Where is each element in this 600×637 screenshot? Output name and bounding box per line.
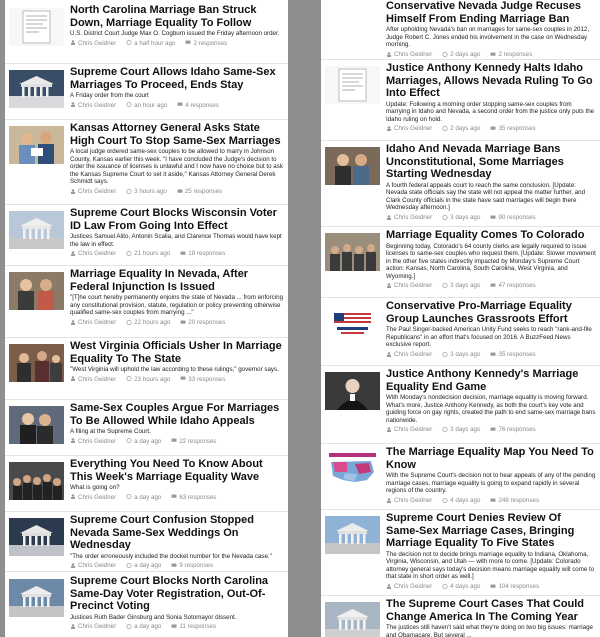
comment-icon [171, 563, 177, 568]
document-icon[interactable] [9, 8, 64, 46]
right-column [321, 0, 600, 637]
article-title[interactable]: Supreme Court Allows Idaho Same-Sex Marriages To Proceed, Ends Stay [70, 66, 276, 91]
article-meta [386, 282, 596, 289]
comment-icon [177, 102, 183, 107]
article-author[interactable]: Chris Geidner [78, 623, 117, 631]
article-summary: The justices still haven't said what they're doing on two big issues: marriage and Obamacare. But several ... [386, 624, 593, 637]
document-icon[interactable] [325, 66, 380, 104]
comment-icon [171, 438, 177, 443]
article-meta [386, 583, 596, 590]
article-meta [386, 51, 596, 58]
divider [321, 140, 600, 141]
article-title[interactable]: Conservative Nevada Judge Recuses Himself From Ending Marriage Ban [386, 0, 582, 25]
article-responses[interactable]: 35 responses [498, 350, 536, 358]
article-summary: The Paul Singer-backed American Unity Fund seeks to reach "rank-and-file Republicans" in an effort that's focused on 2016. A BuzzFeed News exclusive report. [386, 326, 592, 349]
portrait-icon[interactable] [325, 372, 380, 410]
divider [5, 455, 288, 456]
article-responses[interactable]: 47 responses [498, 282, 536, 290]
clock-icon [126, 563, 132, 568]
divider [321, 226, 600, 227]
article-summary: With Monday's nondecision decision, marriage equality is moving forward. What's more, Justice Anthony Kennedy, as both the court's key vote and guiding force on gay rights, created the path to end same-sex marriage bans nationwide. [386, 394, 596, 424]
author-icon [70, 189, 76, 194]
divider [5, 63, 288, 64]
couple-icon[interactable] [325, 147, 380, 185]
article-author[interactable]: Chris Geidner [394, 582, 433, 590]
article-title[interactable]: Supreme Court Denies Review Of Same-Sex Marriage Cases, Bringing Marriage Equality To Five States [386, 512, 575, 549]
article-meta [70, 319, 284, 326]
article-summary: A local judge ordered same-sex couples to be allowed to marry in Johnson County, Kansas earlier this week. "I have concluded the Judge's decision to order the issuance of licenses is unlawful and I now have no choice but to ask the Kansas Supreme Court to set it aside," Kansas Attorney General Derek Schmidt says. [70, 148, 283, 186]
author-icon [386, 126, 392, 131]
article-title[interactable]: West Virginia Officials Usher In Marriage Equality To The State [70, 340, 282, 365]
article-title[interactable]: Kansas Attorney General Asks State High Court To Stop Same-Sex Marriages [70, 122, 281, 147]
article-title[interactable]: The Supreme Court Cases That Could Change America In The Coming Year [386, 598, 585, 623]
article-summary: The decision not to decide brings marriage equality to Indiana, Oklahoma, Virginia, Wisconsin, and Utah — with more to come. [Update: Colorado attorney general says today's decision means marriage equality will come to that state in short order as well.] [386, 550, 595, 581]
comment-icon [177, 189, 183, 194]
article-responses[interactable]: 63 responses [179, 493, 217, 501]
article-responses[interactable]: 4 responses [185, 101, 219, 109]
comment-icon [180, 376, 186, 381]
clock-icon [126, 624, 132, 629]
author-icon [386, 52, 392, 57]
divider [5, 265, 288, 266]
article-time: a day ago [134, 562, 162, 570]
clock-icon [442, 352, 448, 357]
comment-icon [490, 584, 496, 589]
article-time: 3 days ago [450, 213, 481, 221]
clock-icon [126, 376, 132, 381]
article-author[interactable]: Chris Geidner [394, 426, 433, 434]
author-icon [70, 40, 76, 45]
article-summary: A filing at the Supreme Court. [70, 428, 151, 435]
author-icon [70, 494, 76, 499]
article-author[interactable]: Chris Geidner [78, 187, 117, 195]
article-responses[interactable]: 104 responses [498, 582, 540, 590]
court-icon[interactable] [325, 602, 380, 637]
crowd-icon[interactable] [325, 233, 380, 271]
article-author[interactable]: Chris Geidner [78, 562, 117, 570]
comment-icon [490, 126, 496, 131]
article-responses[interactable]: 33 responses [188, 375, 226, 383]
article-responses[interactable]: 248 responses [498, 496, 540, 504]
article-responses[interactable]: 90 responses [498, 213, 536, 221]
comment-icon [185, 40, 191, 45]
comment-icon [180, 320, 186, 325]
clock-icon [126, 40, 132, 45]
clock-icon [442, 126, 448, 131]
court-icon[interactable] [325, 516, 380, 554]
clock-icon [126, 251, 132, 256]
comment-icon [490, 52, 496, 57]
author-icon [70, 563, 76, 568]
article-title[interactable]: Same-Sex Couples Argue For Marriages To Be Allowed While Idaho Appeals [70, 402, 280, 427]
author-icon [386, 215, 392, 220]
article-responses[interactable]: 2 responses [498, 50, 533, 58]
court-icon[interactable] [9, 70, 64, 108]
article-author[interactable]: Chris Geidner [78, 250, 117, 258]
article-responses[interactable]: 2 responses [193, 39, 228, 47]
article-time: 3 days ago [450, 350, 481, 358]
comment-icon [490, 498, 496, 503]
comment-icon [171, 494, 177, 499]
article-responses[interactable]: 18 responses [188, 250, 226, 258]
article-time: 3 days ago [450, 282, 481, 290]
clock-icon [442, 283, 448, 288]
article-meta [70, 376, 284, 383]
article-summary: Update: Following a morning order stopping same-sex couples from marrying in Idaho and Nevada, a second order from the justice only puts the Idaho ruling on hold. [386, 100, 595, 123]
article-title[interactable]: Idaho And Nevada Marriage Bans Unconstitutional, Some Marriages Starting Wednesday [386, 143, 564, 180]
article-responses[interactable]: 22 responses [179, 437, 217, 445]
comment-icon [490, 427, 496, 432]
clock-icon [442, 584, 448, 589]
divider [5, 119, 288, 120]
article-author[interactable]: Chris Geidner [78, 437, 117, 445]
article-title[interactable]: Marriage Equality Comes To Colorado [386, 229, 585, 241]
article-time: a day ago [134, 623, 162, 631]
article-summary: What is going on? [70, 484, 120, 491]
crowd-icon[interactable] [9, 462, 64, 500]
article-meta [386, 497, 596, 504]
article-time: 4 days ago [450, 582, 481, 590]
court-icon[interactable] [9, 211, 64, 249]
article-author[interactable]: Chris Geidner [394, 125, 433, 133]
comment-icon [490, 352, 496, 357]
author-icon [386, 498, 392, 503]
article-title[interactable]: Everything You Need To Know About This Week's Marriage Equality Wave [70, 458, 263, 483]
author-icon [70, 438, 76, 443]
clock-icon [442, 498, 448, 503]
article-meta [70, 102, 284, 109]
comment-icon [180, 251, 186, 256]
article-responses[interactable]: 76 responses [498, 426, 536, 434]
article-responses[interactable]: 25 responses [184, 187, 223, 195]
article-summary: A Friday order from the court [70, 92, 149, 99]
article-meta [386, 214, 596, 221]
article-author[interactable]: Chris Geidner [78, 493, 117, 501]
article-time: 4 days ago [450, 496, 481, 504]
divider [5, 204, 288, 205]
article-title[interactable]: North Carolina Marriage Ban Struck Down, Marriage Equality To Follow [70, 4, 257, 29]
court-icon[interactable] [9, 518, 64, 556]
clock-icon [442, 52, 448, 57]
article-time: 3 hours ago [134, 187, 167, 195]
divider [321, 59, 600, 60]
article-author[interactable]: Chris Geidner [78, 101, 117, 109]
couple-icon[interactable] [9, 406, 64, 444]
divider [321, 509, 600, 510]
article-author[interactable]: Chris Geidner [394, 282, 433, 290]
article-summary: Justices Samuel Alito, Antonin Scalia, and Clarence Thomas would have kept the law in effect. [70, 233, 282, 248]
author-icon [70, 376, 76, 381]
article-time: 22 hours ago [134, 318, 171, 326]
article-meta [70, 188, 284, 195]
article-summary: "The order erroneously included the docket number for the Nevada case." [70, 552, 272, 560]
people-icon[interactable] [9, 344, 64, 382]
clock-icon [126, 102, 132, 107]
article-time: a half hour ago [134, 39, 176, 47]
article-meta [70, 40, 284, 47]
map-icon[interactable] [325, 450, 380, 488]
article-author[interactable]: Chris Geidner [394, 50, 433, 58]
clock-icon [126, 320, 132, 325]
article-meta [386, 426, 596, 433]
article-summary: A fourth federal appeals court to reach the same conclusion. [Update: Nevada state officials say the state will not appeal the matter further, and Clark County officials in the state have said marriages will begin there Wednesday afternoon.] [386, 181, 586, 212]
author-icon [70, 251, 76, 256]
clock-icon [442, 215, 448, 220]
court-icon[interactable] [9, 579, 64, 617]
divider [321, 443, 600, 444]
article-meta [386, 125, 596, 132]
divider [321, 595, 600, 596]
divider [321, 365, 600, 366]
article-author[interactable]: Chris Geidner [394, 213, 433, 221]
divider [5, 511, 288, 512]
divider [321, 297, 600, 298]
article-meta [70, 250, 284, 257]
article-title[interactable]: Conservative Pro-Marriage Equality Group Launches Grassroots Effort [386, 300, 572, 325]
comment-icon [490, 283, 496, 288]
comment-icon [490, 215, 496, 220]
article-time: a day ago [134, 437, 162, 445]
divider [5, 337, 288, 338]
article-summary: "[T]he court hereby permanently enjoins the state of Nevada ... from enforcing any constitutional provision, statute, regulation or policy preventing otherwise qualified same-sex couples from marrying ..." [70, 294, 284, 317]
divider [5, 399, 288, 400]
author-icon [70, 102, 76, 107]
article-responses[interactable]: 9 responses [179, 562, 214, 570]
article-summary: With the Supreme Court's decision not to hear appeals of any of the pending marriage cases, marriage equality is going to expand rapidly in several regions of the country. [386, 472, 596, 495]
article-author[interactable]: Chris Geidner [78, 39, 117, 47]
article-summary: Justices Ruth Bader Ginsburg and Sonia Sotomayor dissent. [70, 613, 237, 621]
clock-icon [126, 438, 132, 443]
divider [5, 571, 288, 572]
article-time: a day ago [134, 493, 162, 501]
article-summary: After upholding Nevada's ban on marriages for same-sex couples in 2012, Judge Robert C. Jones ended his involvement in the case on Wednesday morning. [386, 26, 590, 49]
article-title[interactable]: Marriage Equality In Nevada, After Federal Injunction Is Issued [70, 268, 249, 293]
article-time: 2 days ago [450, 125, 481, 133]
article-time: 2 days ago [450, 50, 481, 58]
clock-icon [442, 427, 448, 432]
article-summary: "West Virginia will uphold the law according to these rulings," governor says. [70, 366, 279, 373]
article-time: 3 days ago [450, 426, 481, 434]
article-author[interactable]: Chris Geidner [394, 496, 433, 504]
author-icon [386, 283, 392, 288]
article-meta [386, 351, 596, 358]
article-author[interactable]: Chris Geidner [394, 350, 433, 358]
left-column [5, 0, 288, 637]
article-responses[interactable]: 20 responses [188, 318, 226, 326]
couple-icon[interactable] [9, 126, 64, 164]
author-icon [386, 352, 392, 357]
couple-icon[interactable] [9, 272, 64, 310]
author-icon [70, 624, 76, 629]
article-responses[interactable]: 11 responses [179, 623, 217, 631]
article-title[interactable]: The Marriage Equality Map You Need To Know [386, 446, 594, 471]
author-icon [386, 427, 392, 432]
article-summary: U.S. District Court Judge Max O. Cogburn issued the Friday afternoon order. [70, 30, 280, 37]
article-meta [70, 494, 284, 501]
article-summary: Beginning today, Colorado's 64 county clerks are legally required to issue licenses to same-sex couples who request them. [Update: Slower movement in the other five states indirectly impacted by Monday's Supreme Court action: Kansas, North Carolina, South Carolina, West Virginia, and Wyoming.] [386, 242, 596, 280]
clock-icon [126, 494, 132, 499]
article-author[interactable]: Chris Geidner [78, 318, 117, 326]
article-meta [70, 438, 284, 445]
article-title[interactable]: Justice Anthony Kennedy's Marriage Equality End Game [386, 368, 579, 393]
article-title[interactable]: Supreme Court Confusion Stopped Nevada Same-Sex Weddings On Wednesday [70, 514, 254, 551]
article-author[interactable]: Chris Geidner [78, 375, 117, 383]
flag-icon[interactable] [325, 304, 380, 342]
article-time: 21 hours ago [134, 250, 171, 258]
author-icon [70, 320, 76, 325]
article-title[interactable]: Supreme Court Blocks Wisconsin Voter ID Law From Going Into Effect [70, 207, 277, 232]
article-time: 23 hours ago [134, 375, 171, 383]
article-meta [70, 623, 284, 630]
clock-icon [126, 189, 132, 194]
article-title[interactable]: Supreme Court Blocks North Carolina Same-Day Voter Registration, Out-Of-Precinct Voting [70, 575, 269, 612]
comment-icon [171, 624, 177, 629]
article-responses[interactable]: 35 responses [498, 125, 536, 133]
article-meta [70, 562, 284, 569]
article-title[interactable]: Justice Anthony Kennedy Halts Idaho Marriages, Allows Nevada Ruling To Go Into Effect [386, 62, 593, 99]
article-time: an hour ago [134, 101, 168, 109]
author-icon [386, 584, 392, 589]
